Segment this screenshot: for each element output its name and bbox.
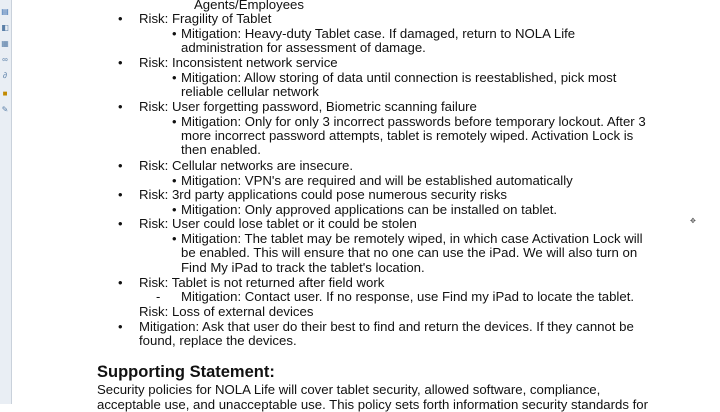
bullet-dot: • bbox=[118, 158, 123, 173]
mitigation-item: Mitigation: Allow storing of data until connection is reestablished, pick most bbox=[181, 70, 617, 85]
bullet-dot: • bbox=[118, 275, 123, 290]
bullet-circle: • bbox=[172, 173, 177, 188]
mitigation-item: Mitigation: Ask that user do their best to find and return the devices. If they cannot be bbox=[139, 319, 634, 334]
layers-icon[interactable]: ▦ bbox=[1, 40, 9, 48]
bullet-dot: • bbox=[118, 187, 123, 202]
risk-item: Risk: User forgetting password, Biometric scanning failure bbox=[139, 99, 477, 114]
mitigation-item-cont: more incorrect password attempts, tablet is remotely wiped. Activation Lock is bbox=[181, 128, 634, 143]
risk-item: Risk: Loss of external devices bbox=[139, 304, 314, 319]
bookmark-icon[interactable]: ◧ bbox=[1, 24, 9, 32]
mitigation-item: Mitigation: Contact user. If no response, use Find my iPad to locate the tablet. bbox=[181, 289, 635, 304]
mitigation-item-cont: Find My iPad to track the tablet's location. bbox=[181, 260, 425, 275]
mitigation-item-cont: administration for assessment of damage. bbox=[181, 40, 426, 55]
bullet-dot: • bbox=[118, 99, 123, 114]
mouse-cursor-icon: ✥ bbox=[690, 218, 696, 225]
mitigation-item: Mitigation: The tablet may be remotely wiped, in which case Activation Lock will bbox=[181, 231, 643, 246]
paragraph-line: acceptable use, and unacceptable use. This policy sets forth information security standards for bbox=[97, 397, 649, 412]
sign-icon[interactable]: ✎ bbox=[1, 106, 9, 114]
section-heading: Supporting Statement: bbox=[97, 363, 275, 381]
mitigation-item-cont: then enabled. bbox=[181, 142, 261, 157]
paragraph-line: Security policies for NOLA Life will cover tablet security, allowed software, compliance, bbox=[97, 382, 601, 397]
mitigation-item: Mitigation: Heavy-duty Tablet case. If damaged, return to NOLA Life bbox=[181, 26, 576, 41]
mitigation-item-cont: reliable cellular network bbox=[181, 84, 319, 99]
bullet-dot: • bbox=[118, 319, 123, 334]
doc-icon[interactable]: ▤ bbox=[1, 8, 9, 16]
bullet-circle: • bbox=[172, 231, 177, 246]
risk-item: Risk: User could lose tablet or it could be stolen bbox=[139, 216, 417, 231]
mitigation-item-cont: found, replace the devices. bbox=[139, 333, 297, 348]
mitigation-item: Mitigation: Only for only 3 incorrect passwords before temporary lockout. After 3 bbox=[181, 114, 646, 129]
bullet-circle: • bbox=[172, 70, 177, 85]
risk-item: Risk: Fragility of Tablet bbox=[139, 11, 272, 26]
risk-item: Risk: Cellular networks are insecure. bbox=[139, 158, 354, 173]
risk-item: Risk: Inconsistent network service bbox=[139, 55, 338, 70]
bullet-dot: • bbox=[118, 11, 123, 26]
doc-line: Agents/Employees bbox=[194, 0, 304, 12]
bullet-dot: • bbox=[118, 216, 123, 231]
bullet-dash: - bbox=[156, 289, 161, 304]
bullet-dot: • bbox=[118, 55, 123, 70]
attach-icon[interactable]: ∂ bbox=[3, 72, 7, 80]
link-icon[interactable]: ∞ bbox=[2, 56, 8, 64]
mitigation-item: Mitigation: Only approved applications can be installed on tablet. bbox=[181, 202, 558, 217]
bullet-circle: • bbox=[172, 202, 177, 217]
bullet-circle: • bbox=[172, 26, 177, 41]
bullet-circle: • bbox=[172, 114, 177, 129]
mitigation-item: Mitigation: VPN's are required and will be established automatically bbox=[181, 173, 573, 188]
lock-icon[interactable]: ■ bbox=[2, 90, 8, 98]
risk-item: Risk: Tablet is not returned after field work bbox=[139, 275, 385, 290]
risk-item: Risk: 3rd party applications could pose numerous security risks bbox=[139, 187, 507, 202]
mitigation-item-cont: be enabled. This will ensure that no one can use the iPad. We will also turn on bbox=[181, 245, 638, 260]
